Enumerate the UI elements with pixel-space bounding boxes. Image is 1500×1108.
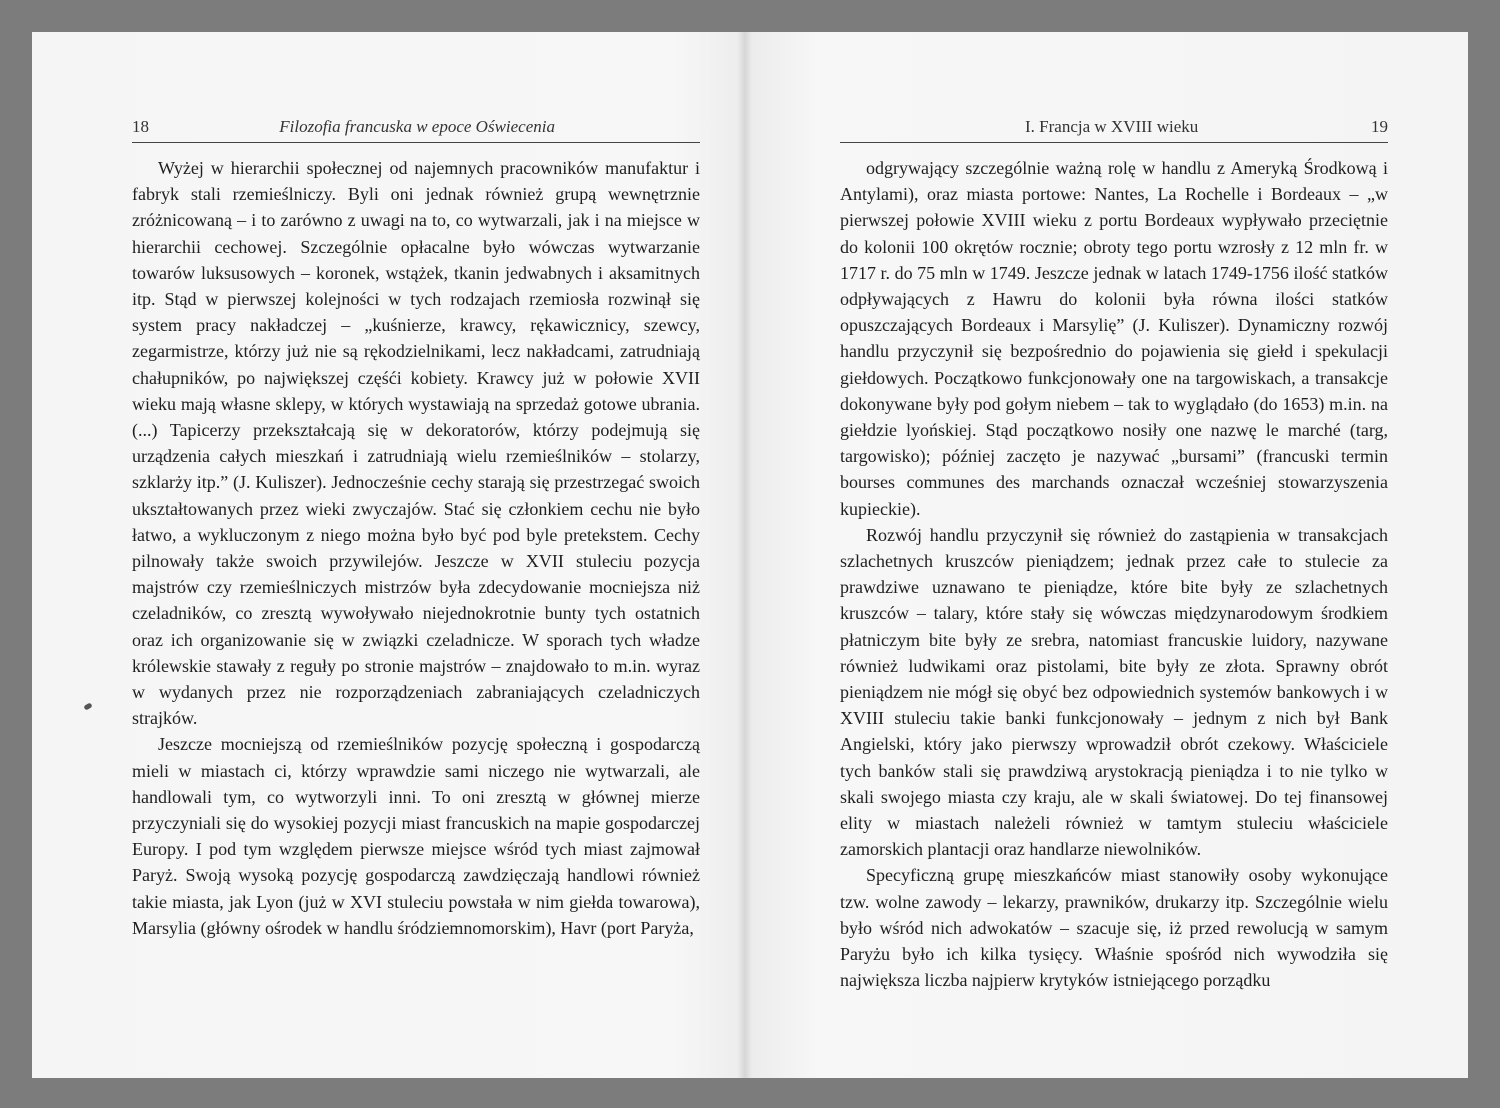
left-page: [32, 32, 745, 1078]
left-page-number: 18: [132, 117, 149, 136]
right-running-title: I. Francja w XVIII wieku: [1025, 117, 1199, 136]
left-running-title: Filozofia francuska w epoce Oświecenia: [279, 117, 555, 136]
right-page: [745, 32, 1468, 1078]
right-page-body: [840, 155, 1388, 994]
paragraph: Specyficzną grupę mieszkańców miast stanowiły osoby wykonujące tzw. wolne zawody – lekarzy, prawników, drukarzy itp. Szczególnie wielu było wśród nich adwokatów – szacuje się, iż przed rewolucją w samym Paryżu było ich kilka tysięcy. Właśnie spośród nich wywodziła się największa liczba najpierw krytyków istniejącego porządku: [840, 865, 1388, 991]
right-page-number: 19: [1371, 117, 1388, 136]
paragraph: Wyżej w hierarchii społecznej od najemnych pracowników manufaktur i fabryk stali rzemieślniczy. Byli oni jednak również grupą wewnętrznie zróżnicowaną – i to zarówno z uwagi na to, co wytwarzali, jak i na miejsce w hierarchii cechowej. Szczególnie opłacalne było wówczas wytwarzanie towarów luksusowych – koronek, wstążek, tkanin jedwabnych i aksamitnych itp. Stąd w pierwszej kolejności w tych rodzajach rzemiosła rozwinął się system pracy nakładczej – „kuśnierze, krawcy, rękawicznicy, szewcy, zegarmistrze, którzy już nie są rękodzielnikami, lecz nakładcami, zatrudniają chałupników, po największej częśći kobiety. Krawcy już w połowie XVII wieku mają własne sklepy, w których wystawiają na sprzedaż gotowe ubrania. (...) Tapicerzy przekształcają się w dekoratorów, którzy podejmują się urządzenia całych mieszkań i zatrudniają wielu rzemieślników – stolarzy, szklarży itp.” (J. Kuliszer). Jednocześnie cechy starają się przestrzegać swoich ukształtowanych przez wieki zwyczajów. Stać się członkiem cechu nie było łatwo, a wykluczonym z niego można było być pod byle pretekstem. Cechy pilnowały także swoich przywilejów. Jeszcze w XVII stuleciu pozycja majstrów czy rzemieślniczych mistrzów była zdecydowanie mocniejsza niż czeladników, co zresztą wywoływało niejednokrotnie bunty tych ostatnich oraz ich organizowanie się w związki czeladnicze. W sporach tych władze królewskie stawały z reguły po stronie majstrów – znajdowało to m.in. wyraz w wydanych przez nie rozporządzeniach zabraniających czeladniczych strajków.: [132, 158, 700, 729]
paragraph: odgrywający szczególnie ważną rolę w handlu z Ameryką Środkową i Antylami), oraz miasta portowe: Nantes, La Rochelle i Bordeaux – „w pierwszej połowie XVIII wieku z portu Bordeaux wypływało przeciętnie do kolonii 100 okrętów rocznie; obroty tego portu wzrosły z 12 mln fr. w 1717 r. do 75 mln w 1749. Jeszcze jednak w latach 1749-1756 ilość statków odpływających z Hawru do kolonii była równa ilości statków opuszczających Bordeaux i Marsylię” (J. Kuliszer). Dynamiczny rozwój handlu przyczynił się bezpośrednio do pojawienia się giełd i spekulacji giełdowych. Początkowo funkcjonowały one na targowiskach, a transakcje dokonywane były pod gołym niebem – tak to wyglądało (do 1653) m.in. na giełdzie lyońskiej. Stąd początkowo nosiły one nazwę le marché (targ, targowisko); później zaczęto je nazywać „bursami” (francuski termin bourses communes des marchands oznaczał wcześniej stowarzyszenia kupieckie).: [840, 158, 1388, 519]
paragraph: Rozwój handlu przyczynił się również do zastąpienia w transakcjach szlachetnych kruszców pieniądzem; jednak przez całe to stulecie za prawdziwe uznawano te pieniądze, które bite były ze szlachetnych kruszców – talary, które stały się wówczas międzynarodowym środkiem płatniczym bite były ze srebra, natomiast francuskie luidory, nazywane również ludwikami oraz pistolami, bite były ze złota. Sprawny obrót pieniądzem nie mógł się obyć bez odpowiednich systemów bankowych i w XVIII stuleciu takie banki funkcjonowały – jednym z nich był Bank Angielski, który jako pierwszy wprowadził obrót czekowy. Właściciele tych banków stali się prawdziwą arystokracją pieniądza i to nie tylko w skali swojego miasta czy kraju, ale w skali światowej. Do tej finansowej elity w miastach należeli również w tamtym stuleciu właściciele zamorskich plantacji oraz handlarze niewolników.: [840, 524, 1388, 860]
paragraph: Jeszcze mocniejszą od rzemieślników pozycję społeczną i gospodarczą mieli w miastach ci, którzy wprawdzie sami niczego nie wytwarzali, ale handlowali tym, co wytworzyli inni. To oni zresztą w głównej mierze przyczyniali się do wysokiej pozycji miast francuskich na mapie gospodarczej Europy. I pod tym względem pierwsze miejsce wśród tych miast zajmował Paryż. Swoją wysoką pozycję gospodarczą zawdzięczają handlowi również takie miasta, jak Lyon (już w XVI stuleciu powstała w nim giełda towarowa), Marsylia (główny ośrodek w handlu śródziemnomorskim), Havr (port Paryża,: [132, 734, 700, 938]
book-spread: [32, 32, 1468, 1078]
left-page-body: [132, 155, 700, 941]
left-page-header: [132, 114, 700, 143]
right-page-header: [840, 114, 1388, 143]
book-gutter: [738, 32, 752, 1078]
